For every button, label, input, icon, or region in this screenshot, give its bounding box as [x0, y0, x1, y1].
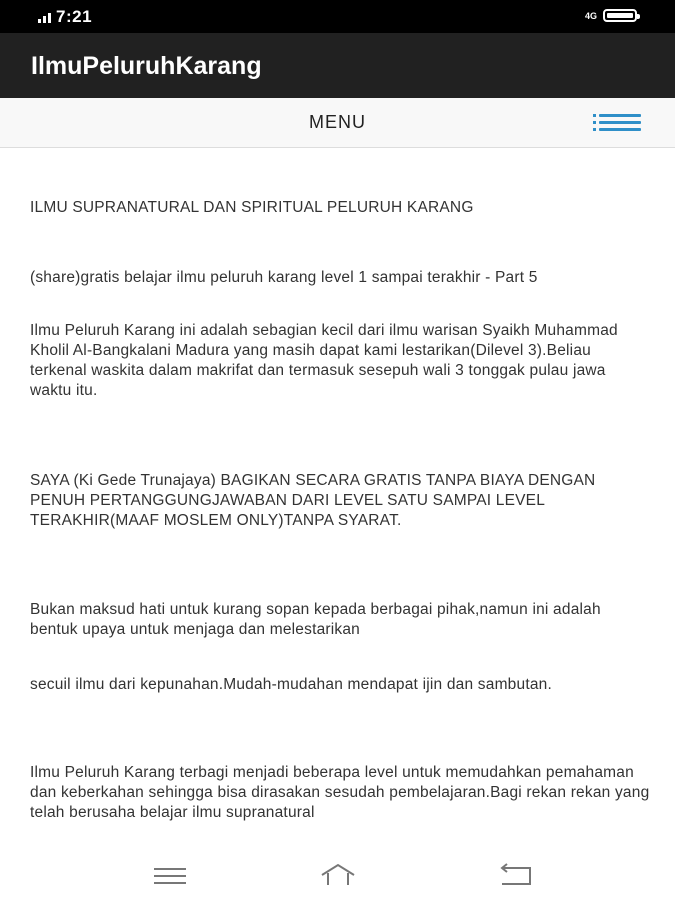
- app-title: IlmuPeluruhKarang: [31, 52, 262, 80]
- system-nav-bar: [0, 850, 675, 900]
- article-heading: ILMU SUPRANATURAL DAN SPIRITUAL PELURUH KARANG: [30, 199, 474, 216]
- status-time: 7:21: [56, 7, 93, 26]
- article-paragraph: SAYA (Ki Gede Trunajaya) BAGIKAN SECARA GRATIS TANPA BIAYA DENGAN PENUH PERTANGGUNGJAWABAN DARI LEVEL SATU SAMPAI LEVEL TERAKHIR(MAAF MOSLEM ONLY)TANPA SYARAT.: [30, 472, 596, 529]
- network-label: 4G: [584, 10, 597, 21]
- battery-icon: [603, 9, 637, 22]
- status-left: [38, 7, 92, 27]
- article-paragraph: Ilmu Peluruh Karang ini adalah sebagian kecil dari ilmu warisan Syaikh Muhammad Kholil Al-Bangkalani Madura yang masih dapat kami lestarikan(Dilevel 3).Beliau terkenal waskita dalam makrifat dan termasuk sesepuh wali 3 tonggak pulau jawa waktu itu.: [30, 322, 618, 399]
- signal-icon: [38, 12, 51, 23]
- menu-bar: [0, 98, 675, 148]
- hamburger-menu-icon[interactable]: [599, 112, 641, 134]
- back-nav-icon[interactable]: [496, 862, 536, 890]
- article-paragraph: Ilmu Peluruh Karang terbagi menjadi beberapa level untuk memudahkan pemahaman dan keberkahan sehingga bisa dirasakan sesudah pembelajaran.Bagi rekan rekan yang telah berusaha belajar ilmu supranatural: [30, 764, 650, 821]
- menu-label[interactable]: MENU: [309, 112, 366, 132]
- article-paragraph: secuil ilmu dari kepunahan.Mudah-mudahan mendapat ijin dan sambutan.: [30, 676, 552, 693]
- app-bar: [0, 33, 675, 98]
- home-nav-icon[interactable]: [318, 862, 358, 890]
- article-paragraph: Bukan maksud hati untuk kurang sopan kepada berbagai pihak,namun ini adalah bentuk upaya untuk menjaga dan melestarikan: [30, 601, 601, 638]
- status-right: [585, 9, 637, 22]
- status-bar: [0, 0, 675, 33]
- menu-nav-icon[interactable]: [152, 862, 192, 890]
- article-content: [30, 148, 650, 850]
- article-paragraph: (share)gratis belajar ilmu peluruh karang level 1 sampai terakhir - Part 5: [30, 269, 538, 286]
